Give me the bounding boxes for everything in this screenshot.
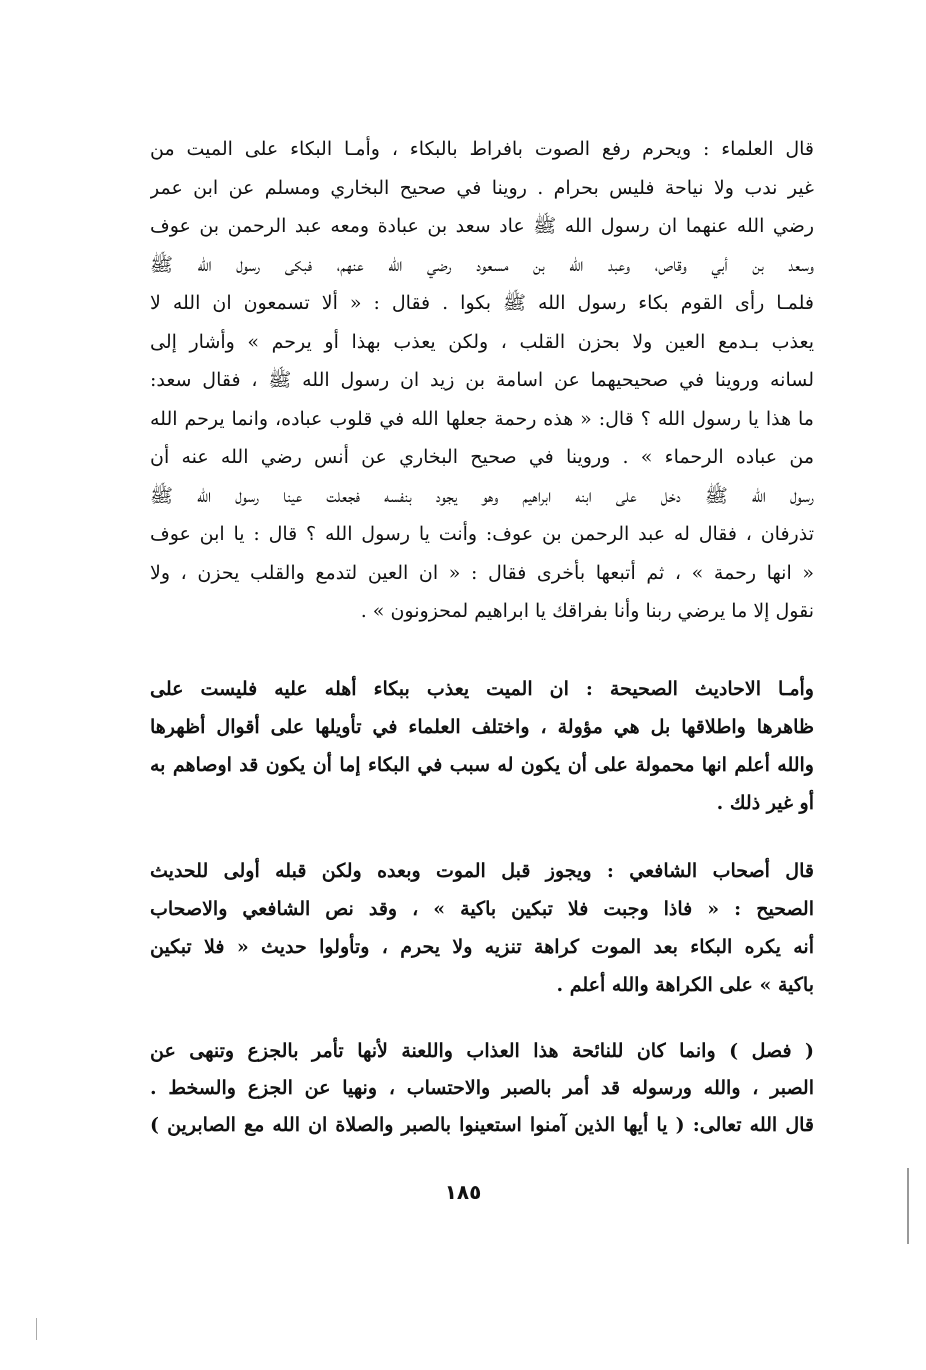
text-line: والله أعلم انها محمولة على أن يكون له سبب في البكاء إما أن يكون قد اوصاهم به (150, 754, 814, 776)
page-number: ١٨٥ (444, 1180, 482, 1204)
text-line: فلمـا رأى القوم بكاء رسول الله ﷺ بكوا . فقال : « ألا تسمعون ان الله لا (150, 292, 814, 314)
text-line: الصحيح : « فاذا وجبت فلا تبكين باكية » ، وقد نص الشافعي والاصحاب (150, 898, 814, 920)
paragraph-3 (150, 852, 814, 1004)
text-line: رسول الله ﷺ دخل على ابنه ابراهيم وهو يجود بنفسه فجعلت عينا رسول الله ﷺ (150, 484, 814, 507)
text-line: نقول إلا ما يرضي ربنا وأنا بفراقك يا ابراهيم لمحزونون » . (360, 600, 814, 622)
text-line: « انها رحمة » ، ثم أتبعها بأخرى فقال : « ان العين لتدمع والقلب يحزن ، ولا (150, 561, 814, 584)
text-line: غير ندب ولا نياحة فليس بحرام . روينا في صحيح البخاري ومسلم عن ابن عمر (150, 176, 814, 199)
text-line: ( فصل ) وانما كان للنائحة هذا العذاب واللعنة لأنها تأمر بالجزع وتنهى عن (150, 1040, 814, 1062)
text-line: الصبر ، والله ورسوله قد أمر بالصبر والاحتساب ، ونهيا عن الجزع والسخط . (150, 1077, 814, 1099)
text-line: قال الله تعالى: ( يا أيها الذين آمنوا استعينوا بالصبر والصلاة ان الله مع الصابرين ) (150, 1114, 814, 1136)
text-line: رضي الله عنهما ان رسول الله ﷺ عاد سعد بن عبادة ومعه عبد الرحمن بن عوف (150, 215, 814, 237)
text-line: قال أصحاب الشافعي : ويجوز قبل الموت وبعده ولكن قبله أولى للحديث (150, 860, 814, 882)
text-line: يعذب بـدمع العين ولا بحزن القلب ، ولكن يعذب بهذا أو يرحم » وأشار إلى (150, 330, 814, 353)
text-line: وأمـا الاحاديث الصحيحة : ان الميت يعذب ببكاء أهله عليه فليست على (150, 678, 814, 700)
text-line: وسعد بن أبي وقاص، وعبد الله بن مسعود رضي الله عنهم، فبكى رسول الله ﷺ (150, 253, 814, 276)
paragraph-1 (150, 130, 814, 631)
text-line: لسانه وروينا في صحيحيهما عن اسامة بن زيد ان رسول الله ﷺ ، فقال سعد: (150, 369, 814, 391)
text-line: من عباده الرحماء » . وروينا في صحيح البخاري عن أنس رضي الله عنه أن (150, 446, 814, 468)
text-line: أو غير ذلك . (716, 792, 814, 814)
text-line: ما هذا يا رسول الله ؟ قال: « هذه رحمة جعلها الله في قلوب عباده، وانما يرحم الله (150, 407, 814, 430)
scan-mark (36, 1318, 37, 1340)
paragraph-2 (150, 670, 814, 822)
scan-mark (907, 1168, 909, 1244)
text-line: أنه يكره البكاء بعد الموت كراهة تنزيه ولا يحرم ، وتأولوا حديث « فلا تبكين (150, 936, 814, 958)
paragraph-4 (150, 1033, 814, 1144)
text-line: ظاهرها واطلاقها بل هي مؤولة ، واختلف العلماء في تأويلها على أقوال أظهرها (150, 716, 814, 738)
text-line: قال العلماء : ويحرم رفع الصوت بافراط بالبكاء ، وأمـا البكاء على الميت من (150, 138, 814, 160)
text-line: تذرفان ، فقال له عبد الرحمن بن عوف: وأنت يا رسول الله ؟ قال : يا ابن عوف (150, 523, 814, 545)
text-line: باكية » على الكراهة والله أعلم . (556, 974, 814, 996)
